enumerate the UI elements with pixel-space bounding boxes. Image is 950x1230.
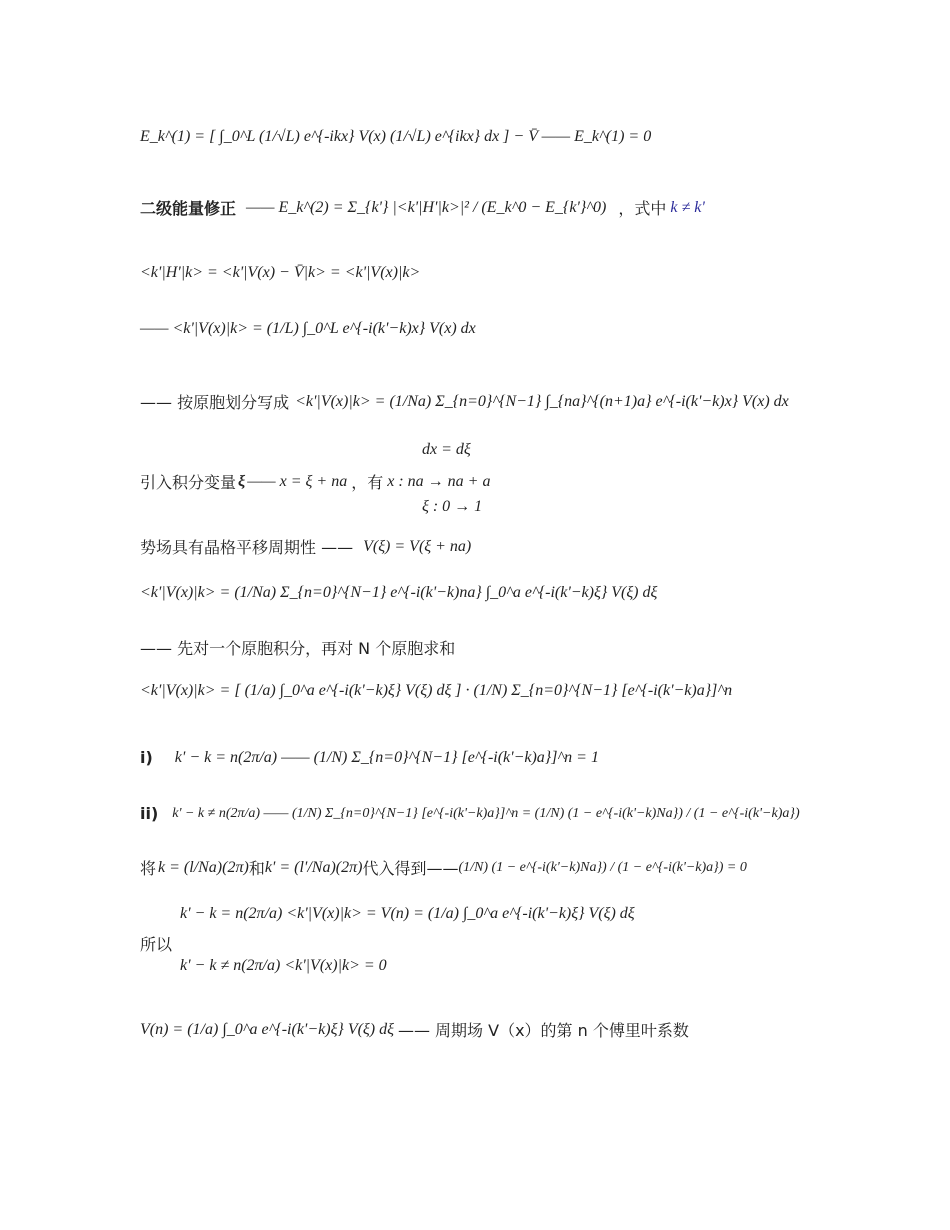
substitute-text-and: 和 [248, 859, 265, 878]
substitute-text-result: 代入得到—— [362, 859, 459, 878]
matrix-element-integral: —— <k'|V(x)|k> = (1/L) ∫_0^L e^{-i(k'−k)x} V(x) dx [140, 320, 476, 337]
substitution-range: x : na → na + a [387, 472, 491, 490]
xi-symbol: ξ [238, 472, 246, 490]
first-order-correction: E_k^(1) = [ ∫_0^L (1/√L) e^{-ikx} V(x) (1/√L) e^{ikx} dx ] − V̄ —— E_k^(1) = 0 [140, 128, 652, 145]
therefore-label: 所以 [140, 935, 173, 954]
fourier-coefficient-formula: V(n) = (1/a) ∫_0^a e^{-i(k'−k)ξ} V(ξ) dξ [140, 1020, 394, 1038]
second-order-correction [140, 196, 950, 219]
substitute-line [140, 856, 950, 879]
factored-line: <k'|V(x)|k> = [ (1/a) ∫_0^a e^{-i(k'−k)ξ} V(ξ) dξ ] · (1/N) Σ_{n=0}^{N−1} [e^{-i(k'−k)a}]^n [140, 682, 733, 699]
cell-division-line [140, 390, 950, 413]
second-order-note: ，式中 [618, 199, 667, 218]
case-i-line [140, 748, 950, 767]
integrate-then-sum-text: —— 先对一个原胞积分，再对 N 个原胞求和 [140, 639, 456, 658]
substitution-formula: —— x = ξ + na [247, 472, 348, 490]
second-order-label: 二级能量修正 [140, 199, 237, 218]
substitution-text: 引入积分变量 [140, 473, 237, 492]
substitution-have: ，有 [351, 473, 384, 492]
fourier-coefficient-text: —— 周期场 V（x）的第 n 个傅里叶系数 [397, 1021, 689, 1040]
case-i-formula: k' − k = n(2π/a) —— (1/N) Σ_{n=0}^{N−1} [e^{-i(k'−k)a}]^n = 1 [174, 748, 599, 766]
periodicity-text: 势场具有晶格平移周期性 —— [140, 538, 354, 557]
periodicity-line [140, 535, 950, 558]
xi-range: ξ : 0 → 1 [422, 498, 483, 515]
case-i-label: i) [140, 748, 153, 767]
dx-equals-dxi: dx = dξ [422, 441, 471, 458]
substitute-text-a: 将 [140, 859, 157, 878]
k-definition: k = (l/Na)(2π) [158, 858, 249, 876]
sum-integral-line: <k'|V(x)|k> = (1/Na) Σ_{n=0}^{N−1} e^{-i(k'−k)na} ∫_0^a e^{-i(k'−k)ξ} V(ξ) dξ [140, 584, 658, 601]
case-equal-result: k' − k = n(2π/a) <k'|V(x)|k> = V(n) = (1/a) ∫_0^a e^{-i(k'−k)ξ} V(ξ) dξ [180, 905, 635, 922]
cell-division-text: —— 按原胞划分写成 [140, 393, 290, 412]
case-notequal-result: k' − k ≠ n(2π/a) <k'|V(x)|k> = 0 [180, 957, 387, 974]
case-ii-label: ii) [140, 804, 159, 823]
matrix-element-line: <k'|H'|k> = <k'|V(x) − V̄|k> = <k'|V(x)|k> [140, 264, 421, 281]
case-ii-formula: k' − k ≠ n(2π/a) —— (1/N) Σ_{n=0}^{N−1} [e^{-i(k'−k)a}]^n = (1/N) (1 − e^{-i(k'−k)Na}) / (1 − e^{-i(k'−k)a}) [172, 805, 800, 821]
kprime-definition: k' = (l'/Na)(2π) [264, 858, 363, 876]
fourier-coefficient-line [140, 1018, 950, 1041]
periodicity-formula: V(ξ) = V(ξ + na) [363, 537, 472, 555]
variable-substitution-line [140, 470, 950, 493]
substitute-result-formula: (1/N) (1 − e^{-i(k'−k)Na}) / (1 − e^{-i(k'−k)a}) = 0 [458, 859, 747, 875]
second-order-formula: —— E_k^(2) = Σ_{k'} |<k'|H'|k>|² / (E_k^0 − E_{k'}^0) [246, 198, 607, 216]
case-ii-line [140, 804, 950, 823]
second-order-condition: k ≠ k' [670, 198, 705, 216]
cell-division-formula: <k'|V(x)|k> = (1/Na) Σ_{n=0}^{N−1} ∫_{na}^{(n+1)a} e^{-i(k'−k)x} V(x) dx [295, 392, 789, 410]
